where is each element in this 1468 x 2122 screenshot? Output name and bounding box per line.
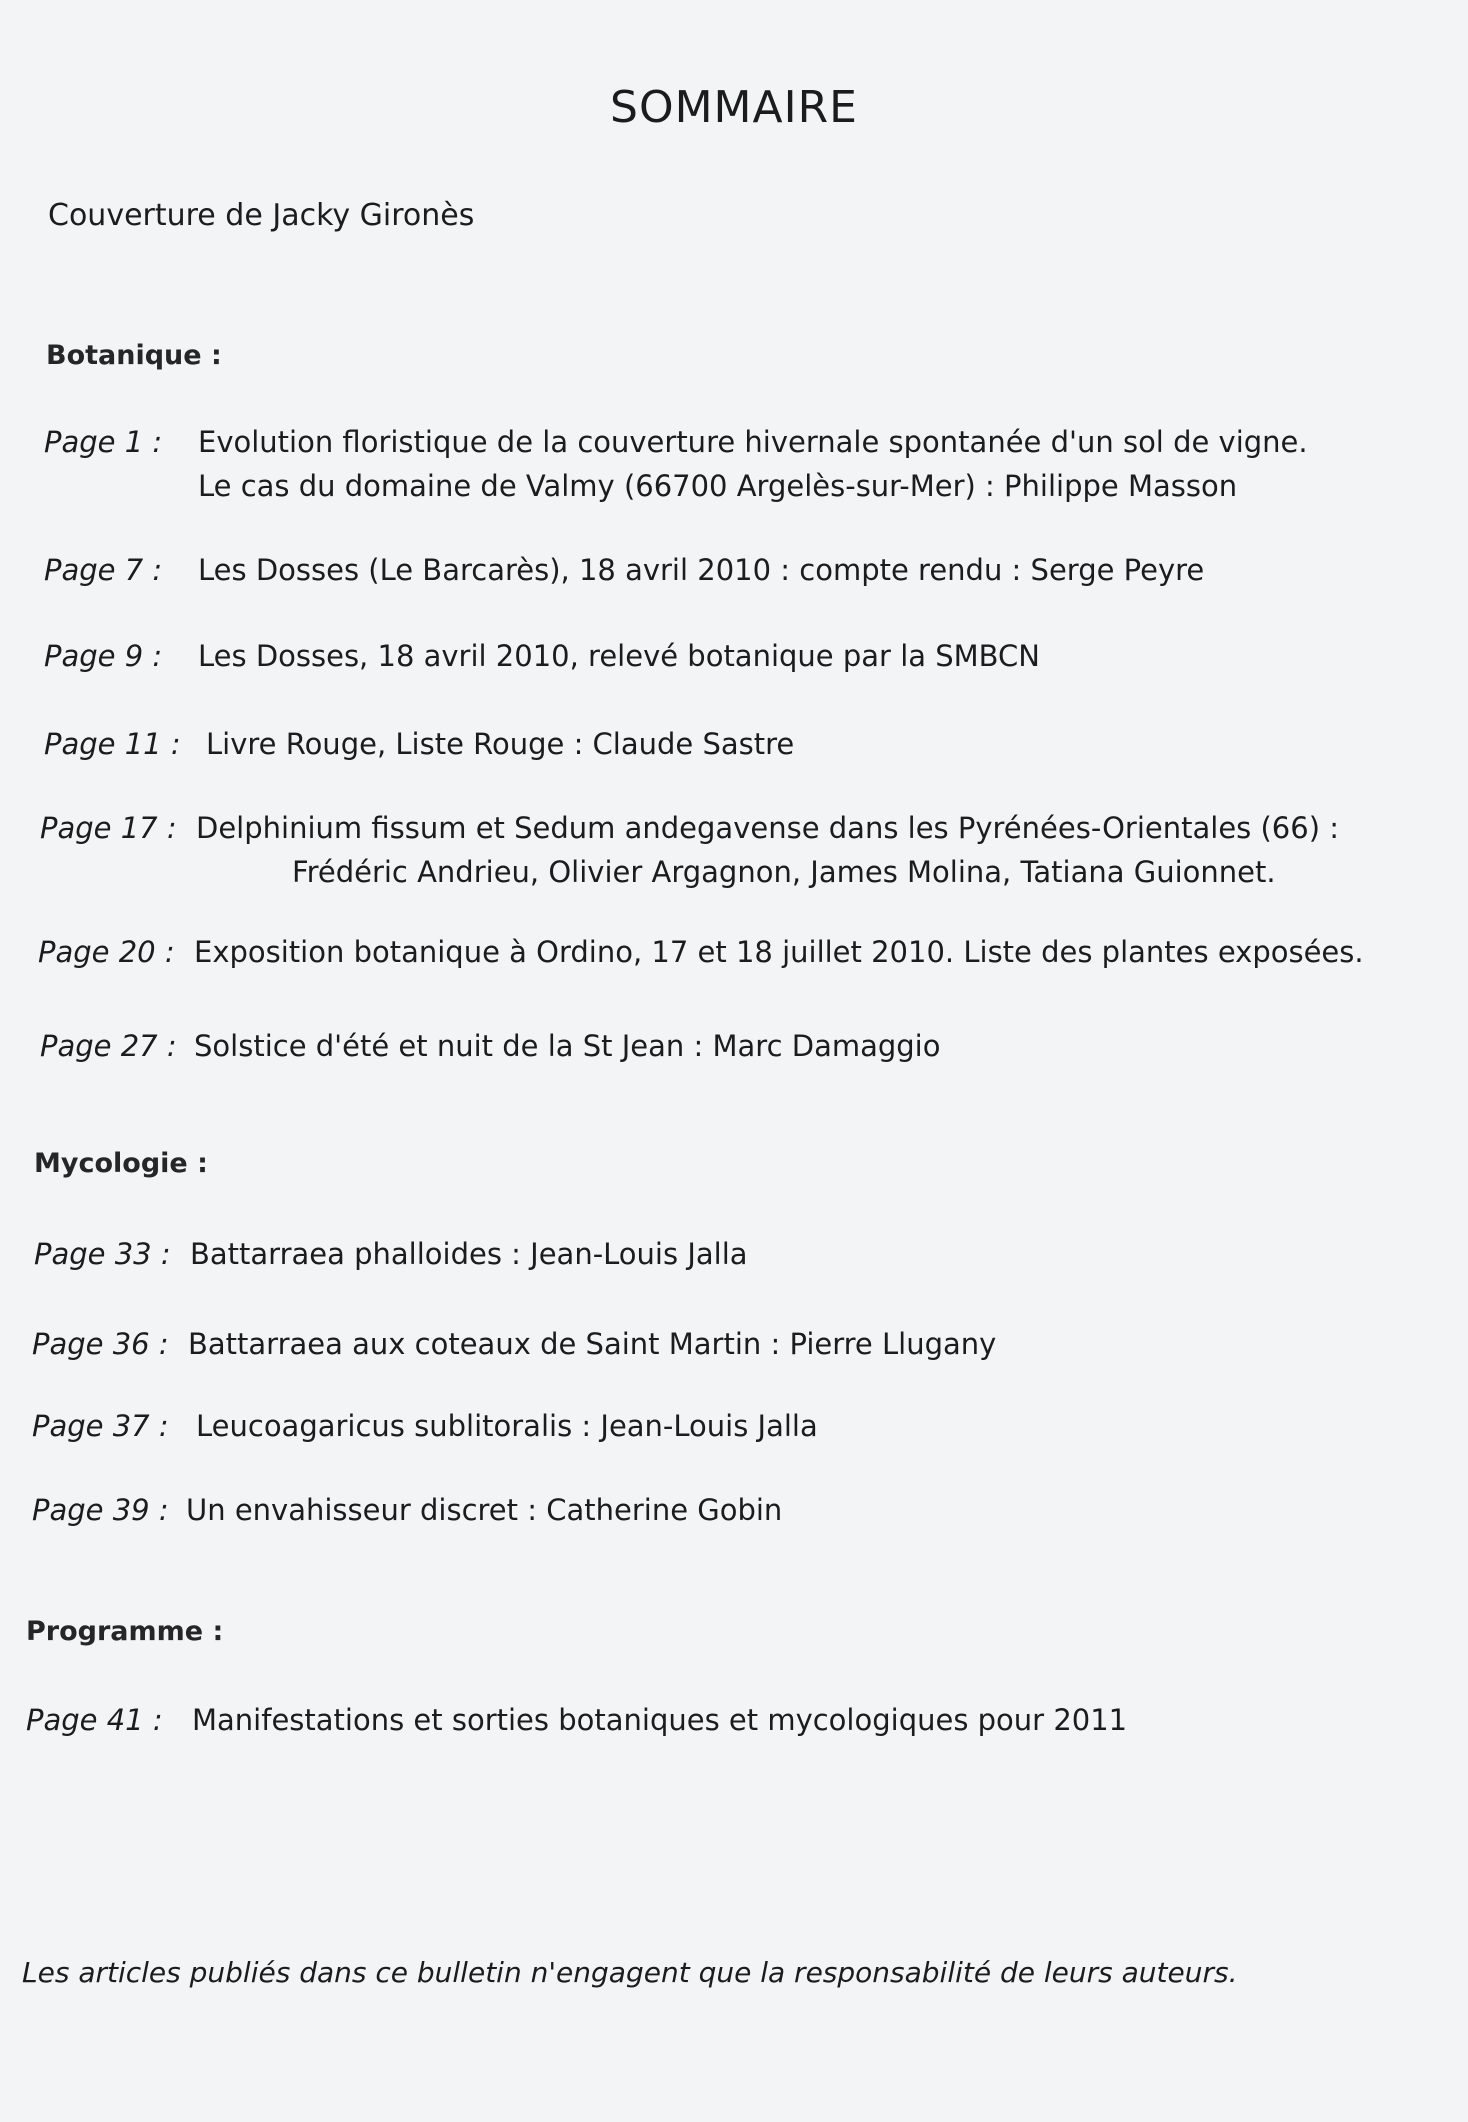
entry-title: Exposition botanique à Ordino, 17 et 18 juillet 2010. Liste des plantes exposées. [194,935,1364,969]
disclaimer: Les articles publiés dans ce bulletin n'engagent que la responsabilité de leurs auteurs. [22,1956,1238,1989]
section-heading-programme: Programme : [26,1616,224,1647]
page-number: Page 33 : [34,1237,171,1271]
entry-line: Le cas du domaine de Valmy (66700 Argelès-sur-Mer) : Philippe Masson [198,469,1238,503]
entry-title: Battarraea phalloides : Jean-Louis Jalla [190,1237,748,1271]
entry-title: Solstice d'été et nuit de la St Jean : Marc Damaggio [194,1029,941,1063]
entry-title: Livre Rouge, Liste Rouge : Claude Sastre [206,727,795,761]
entry-line: Frédéric Andrieu, Olivier Argagnon, James Molina, Tatiana Guionnet. [292,855,1276,889]
page-number: Page 9 : [44,639,163,673]
entry-title [198,420,1308,508]
page-title: SOMMAIRE [610,82,858,133]
page-number: Page 37 : [32,1409,169,1443]
cover-credit: Couverture de Jacky Gironès [48,198,475,233]
page-number: Page 11 : [44,727,181,761]
section-heading-botanique: Botanique : [46,340,222,371]
page-number: Page 20 : [38,935,175,969]
entry-title [196,806,1339,894]
page-number: Page 7 : [44,553,163,587]
entry-title: Leucoagaricus sublitoralis : Jean-Louis Jalla [196,1409,818,1443]
page-number: Page 41 : [26,1703,163,1737]
page-number: Page 17 : [40,811,177,845]
entry-title: Manifestations et sorties botaniques et mycologiques pour 2011 [192,1703,1128,1737]
page-number: Page 36 : [32,1327,169,1361]
entry-line: Delphinium fissum et Sedum andegavense dans les Pyrénées-Orientales (66) : [196,811,1340,845]
page-number: Page 39 : [32,1493,169,1527]
entry-title: Les Dosses, 18 avril 2010, relevé botanique par la SMBCN [198,639,1040,673]
entry-title: Battarraea aux coteaux de Saint Martin : Pierre Llugany [188,1327,997,1361]
entry-title: Les Dosses (Le Barcarès), 18 avril 2010 : compte rendu : Serge Peyre [198,553,1205,587]
entry-line: Evolution floristique de la couverture hivernale spontanée d'un sol de vigne. [198,425,1308,459]
page-number: Page 27 : [40,1029,177,1063]
page-number: Page 1 : [44,425,163,459]
section-heading-mycologie: Mycologie : [34,1148,208,1179]
entry-title: Un envahisseur discret : Catherine Gobin [186,1493,783,1527]
